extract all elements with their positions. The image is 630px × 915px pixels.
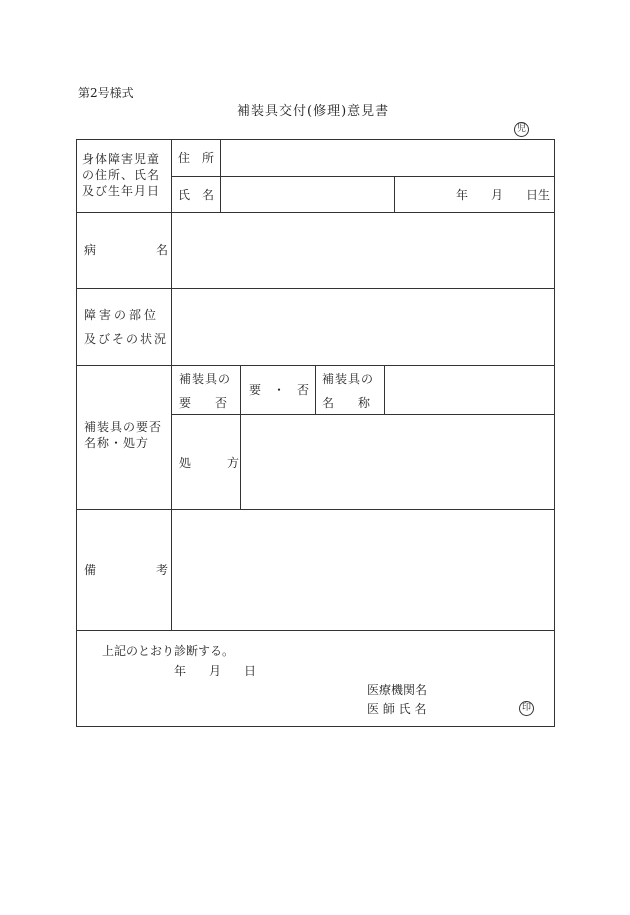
disease-name-label: 病 名 (84, 243, 169, 257)
disability-label-line2: 及びその状況 (84, 332, 169, 346)
birth-day-label: 日生 (526, 188, 551, 202)
disease-name-field[interactable] (173, 214, 554, 287)
divider (76, 288, 555, 289)
device-name-label-line2: 名 称 (322, 396, 371, 410)
prescription-label: 処 方 (179, 456, 240, 470)
yes-no-choice[interactable]: 要 ・ 否 (249, 383, 310, 397)
divider (315, 365, 316, 414)
device-name-field[interactable] (386, 367, 554, 413)
divider (76, 212, 555, 213)
need-label-line1: 補装具の (179, 372, 232, 386)
remarks-label: 備 考 (84, 563, 169, 577)
institution-label: 医療機関名 (367, 683, 428, 697)
divider (171, 176, 555, 177)
disability-field[interactable] (173, 290, 554, 364)
need-label-line2: 要 否 (179, 396, 228, 410)
divider (394, 176, 395, 212)
doctor-name-label: 医 師 氏 名 (367, 702, 427, 716)
divider (384, 365, 385, 414)
remarks-field[interactable] (173, 511, 554, 629)
applicant-label-line2: の住所、氏名 (82, 168, 161, 182)
seal-stamp-icon: 印 (519, 701, 534, 716)
page-title: 補装具交付(修理)意見書 (237, 104, 390, 119)
date-year-label: 年 (174, 664, 187, 678)
divider (220, 139, 221, 212)
prescription-field[interactable] (242, 416, 554, 508)
device-name-label-line1: 補装具の (322, 372, 375, 386)
divider (171, 139, 172, 630)
name-field[interactable] (222, 178, 393, 211)
applicant-label-line1: 身体障害児童 (82, 152, 161, 166)
address-field[interactable] (222, 141, 553, 175)
birth-year-label: 年 (456, 188, 469, 202)
date-month-label: 月 (209, 664, 222, 678)
address-label: 住 所 (178, 151, 215, 165)
device-label-line2: 名称・処方 (84, 436, 150, 450)
divider (240, 365, 241, 509)
divider (76, 509, 555, 510)
divider (76, 630, 555, 631)
name-label: 氏 名 (178, 188, 215, 202)
divider (171, 414, 555, 415)
child-stamp-icon: 児 (514, 122, 529, 137)
applicant-label-line3: 及び生年月日 (82, 184, 161, 198)
date-day-label: 日 (244, 664, 257, 678)
diagnosis-statement: 上記のとおり診断する。 (102, 644, 235, 658)
device-label-line1: 補装具の要否 (84, 420, 163, 434)
form-number: 第2号様式 (78, 86, 134, 100)
disability-label-line1: 障害の部位 (84, 308, 160, 322)
birth-month-label: 月 (491, 188, 504, 202)
